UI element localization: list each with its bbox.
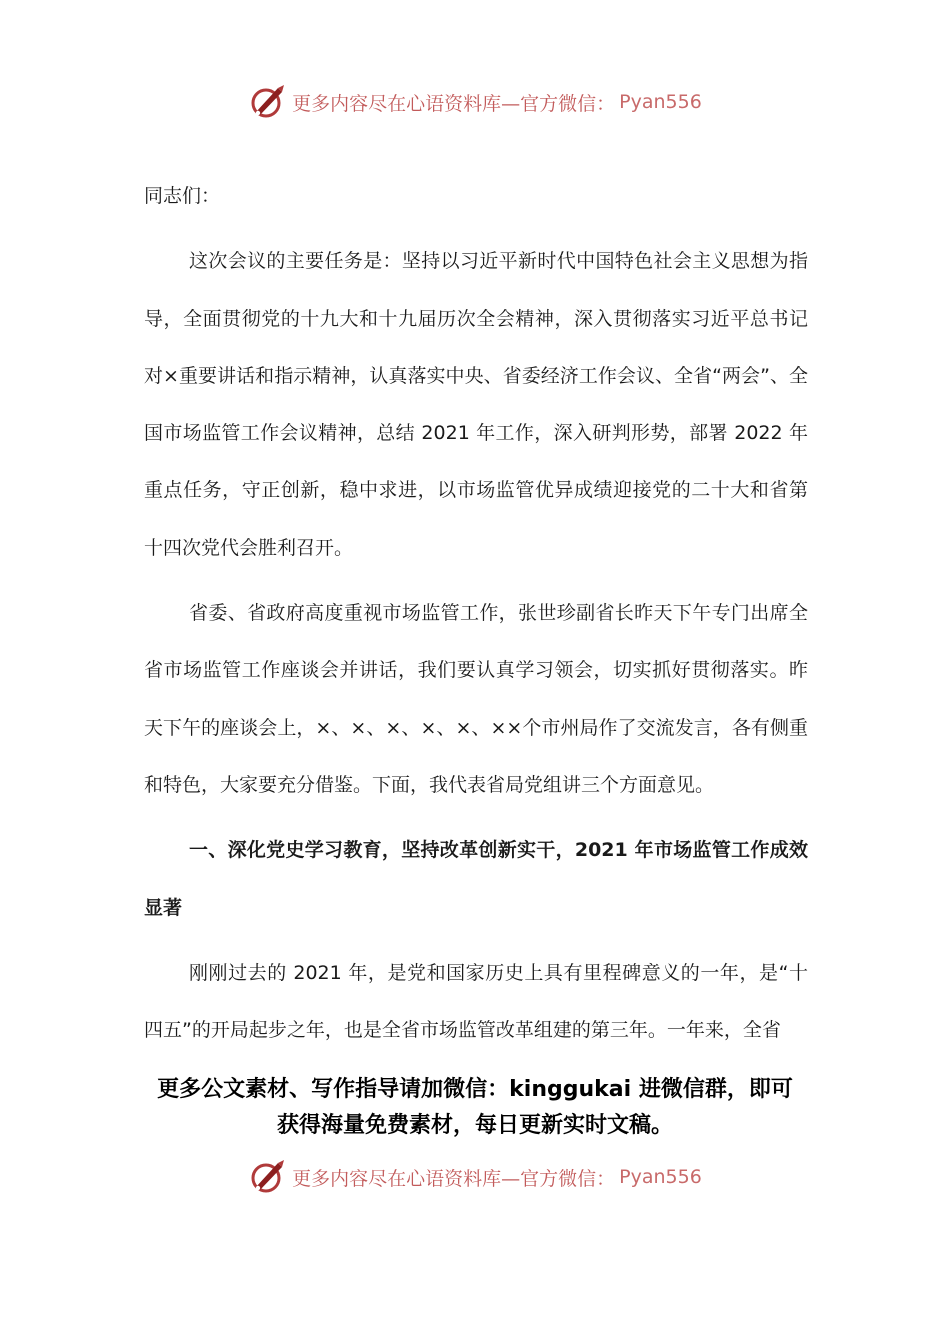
watermark-wechat-id: Pyan556: [619, 1166, 702, 1188]
watermark-text: 更多内容尽在心语资料库—官方微信：: [292, 1167, 616, 1190]
paragraph: 省委、省政府高度重视市场监管工作，张世珍副省长昨天下午专门出席全省市场监管工作座谈会并讲话，我们要认真学习领会，切实抓好贯彻落实。昨天下午的座谈会上，×、×、×、×、×、××个市州局作了交流发言，各有侧重和特色，大家要充分借鉴。下面，我代表省局党组讲三个方面意见。: [144, 602, 808, 796]
watermark-header: [0, 82, 950, 122]
paragraph: 刚刚过去的 2021 年，是党和国家历史上具有里程碑意义的一年，是“十四五”的开局起步之年，也是全省市场监管改革组建的第三年。一年来，全省: [144, 961, 808, 1042]
promo-line: 获得海量免费素材，每日更新实时文稿。: [276, 1113, 673, 1138]
paragraph: 这次会议的主要任务是：坚持以习近平新时代中国特色社会主义思想为指导，全面贯彻党的十九大和十九届历次全会精神，深入贯彻落实习近平总书记对×重要讲话和指示精神，认真落实中央、省委经济工作会议、全省“两会”、全国市场监管工作会议精神，总结 2021 年工作，深入研判形势，部署 2022 年重点任务，守正创新，稳中求进，以市场监管优异成绩迎接党的二十大和省第十四次党代会胜利召开。: [144, 250, 808, 559]
document-body: [144, 168, 808, 1059]
promo-line: 更多公文素材、写作指导请加微信：kinggukai 进微信群，即可: [157, 1077, 793, 1102]
watermark-text: 更多内容尽在心语资料库—官方微信：: [292, 92, 616, 115]
section-heading: 一、深化党史学习教育，坚持改革创新实干，2021 年市场监管工作成效显著: [144, 839, 808, 919]
watermark-wechat-id: Pyan556: [619, 91, 702, 113]
quill-pen-logo-icon: [248, 1157, 288, 1197]
watermark-footer: [0, 1157, 950, 1197]
salutation: 同志们：: [144, 185, 221, 207]
promo-notice: [130, 1072, 820, 1144]
quill-pen-logo-icon: [248, 82, 288, 122]
